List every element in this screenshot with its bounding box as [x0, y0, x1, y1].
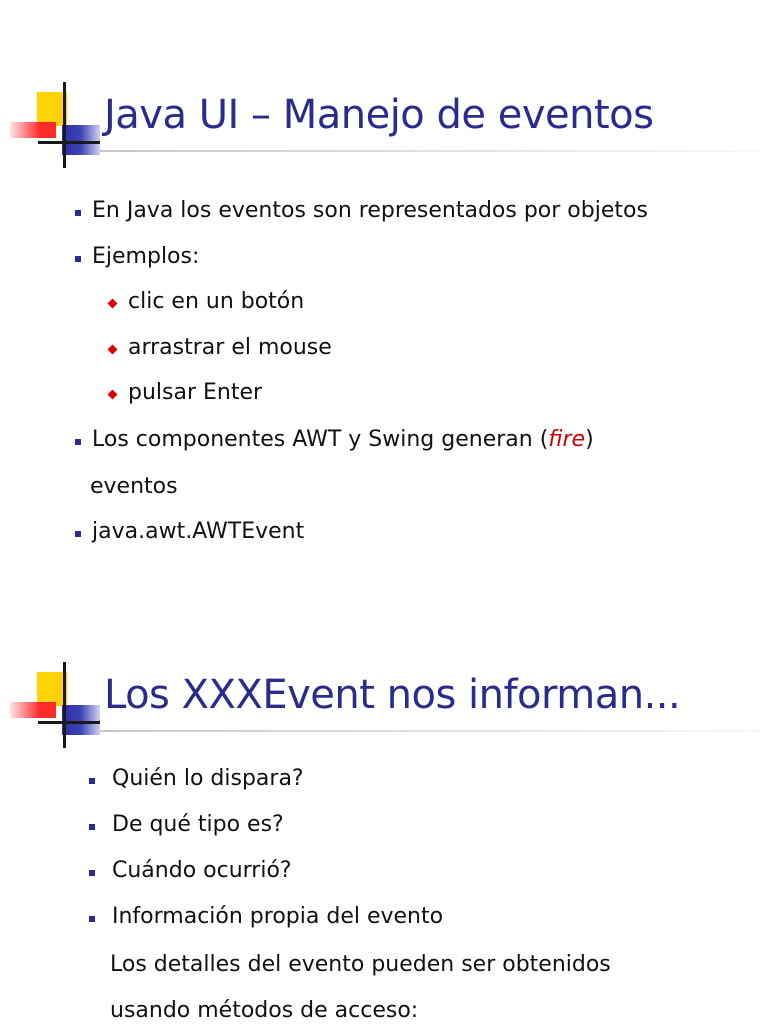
awt-line-prefix: Los componentes AWT y Swing generan ( — [92, 427, 549, 452]
title-divider — [100, 730, 760, 732]
sub-bullet-text: arrastrar el mouse — [128, 335, 332, 360]
bullet-text: Ejemplos: — [92, 244, 200, 269]
awt-line-suffix: ) — [585, 427, 594, 452]
bullet-text: En Java los eventos son representados por objetos — [92, 198, 648, 223]
diamond-bullet-icon — [108, 390, 118, 400]
square-bullet-icon — [89, 824, 95, 830]
fire-emphasis: fire — [548, 427, 586, 452]
square-bullet-icon — [75, 439, 81, 445]
square-bullet-icon — [75, 531, 81, 537]
slide-title: Los XXXEvent nos informan... — [104, 672, 681, 718]
slide-logo-icon — [0, 660, 100, 760]
continuation-text: Los detalles del evento pueden ser obtenidos — [110, 952, 611, 977]
slide-title: Java UI – Manejo de eventos — [104, 92, 654, 138]
diamond-bullet-icon — [108, 345, 118, 355]
bullet-text: De qué tipo es? — [112, 812, 284, 837]
square-bullet-icon — [89, 870, 95, 876]
bullet-text: Quién lo dispara? — [112, 766, 304, 791]
square-bullet-icon — [89, 916, 95, 922]
bullet-text: Información propia del evento — [112, 904, 444, 929]
sub-bullet-text: clic en un botón — [128, 289, 305, 314]
sub-bullet-text: pulsar Enter — [128, 380, 263, 405]
diamond-bullet-icon — [108, 299, 118, 309]
bullet-continuation: eventos — [90, 474, 178, 499]
bullet-text: Cuándo ocurrió? — [112, 858, 292, 883]
square-bullet-icon — [89, 778, 95, 784]
slide-2 — [0, 570, 768, 1024]
square-bullet-icon — [75, 256, 81, 262]
bullet-text-awt — [92, 427, 594, 452]
slide-logo-icon — [0, 80, 100, 180]
title-divider — [100, 150, 760, 152]
continuation-text: usando métodos de acceso: — [110, 998, 419, 1023]
bullet-text: java.awt.AWTEvent — [92, 519, 305, 544]
square-bullet-icon — [75, 210, 81, 216]
